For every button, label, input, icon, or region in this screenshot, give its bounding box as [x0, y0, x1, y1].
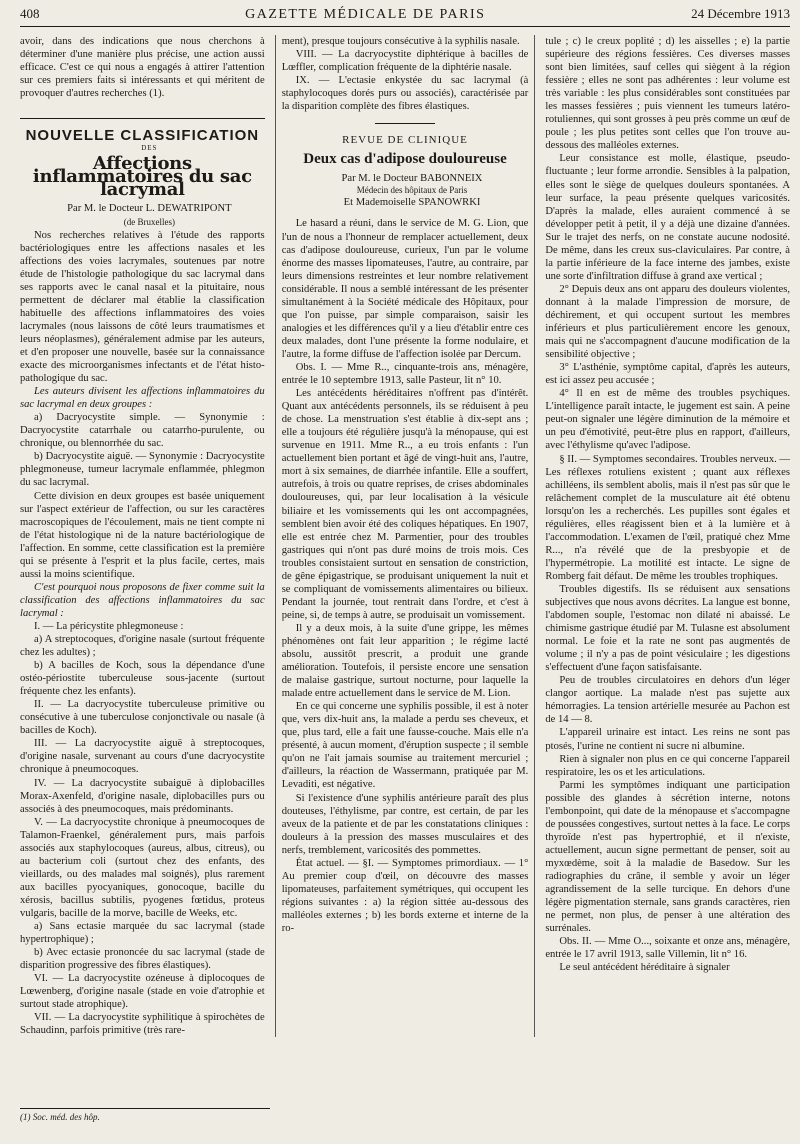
paragraph: VI. — La dacryocystite ozéneuse à diplocoques de Lœwenberg, d'origine nasale (stade en voie d'atrophie et surtout stade atrophique).	[20, 973, 265, 1011]
paragraph: En ce qui concerne une syphilis possible, il est à noter que, vers dix-huit ans, la malade a perdu ses cheveux, et que, plus tard, elle a fait une fausse-couche. Mais elle n'a présenté, à aucun moment, d'éruption suspecte ; il semble qu'on ne l'ait jamais soumise au traitement mercuriel ; d'ailleurs, la réaction de Wassermann, pratiquée par M. Levaditi, est négative.	[281, 701, 529, 791]
page-number: 408	[20, 6, 40, 21]
section-heading: REVUE DE CLINIQUE	[342, 134, 468, 147]
section-des: DES	[141, 144, 158, 153]
footnote: (1) Soc. méd. des hôp.	[20, 1108, 270, 1122]
paragraph: Le hasard a réuni, dans le service de M. G. Lion, que l'un de nous a l'honneur de remplacer actuellement, deux cas d'adipose douloureuse, curieux, l'un par le volume énorme des masses lipomateuses, l'autre, au contraire, par leurs dimensions restreintes et leur nombre relativement considérable. Il nous a semblé intéressant de les présenter simultanément à la Société médicale des Hôpitaux, pour que l'on puisse, par simple comparaison, saisir les analogies et les différences qu'il y a lieu d'établir entre ces deux malades, dont l'une présente la forme nodulaire, et l'autre, la forme diffuse de l'affection isolée par Dercum.	[281, 218, 529, 360]
author-place: (de Bruxelles)	[123, 216, 175, 227]
paragraph: Troubles digestifs. Ils se réduisent aux sensations subjectives que nous avons décrites. La langue est bonne, l'abdomen souple, l'estomac non dilaté ni abaissé. Le chimisme gastrique étudié par M. Tulasne est absolument normal. Le foie et la rate ne sont pas augmentés de volume ; il n'y a pas de point vésiculaire ; les digestions s'effectuent d'une façon satisfaisante.	[545, 583, 791, 674]
issue-date: 24 Décembre 1913	[691, 6, 790, 21]
paragraph: Obs. II. — Mme O..., soixante et onze ans, ménagère, entrée le 17 avril 1913, salle Villemin, lit n° 16.	[545, 936, 791, 961]
paragraph: Leur consistance est molle, élastique, pseudo-fluctuante ; leur forme arrondie. Sensibles à la palpation, elles sont le siège de quelques douleurs spontanées. A leur surface, la peau présente quelques varicosités. D'après la malade, elles auraient commencé à se développer petit à petit, il y a déjà une dizaine d'années. Sur le trajet des nerfs, on ne constate aucune nodosité. De même, dans les creux sus-claviculaires. Par contre, à la partie inférieure de la face interne des jambes, existe une sorte d'infiltration diffuse à grand axe vertical ;	[545, 153, 791, 282]
paragraph: Le seul antécédent héréditaire à signaler	[559, 962, 730, 974]
column-3	[545, 35, 790, 1037]
paragraph: Obs. I. — Mme R.., cinquante-trois ans, ménagère, entrée le 10 septembre 1913, salle Pasteur, lit n° 10.	[281, 361, 529, 387]
paragraph: Peu de troubles circulatoires en dehors d'un léger clangor aortique. La malade n'est pas sujette aux hémorragies. La tension artérielle mesurée au Pachon est de 14 — 8.	[545, 675, 791, 726]
paragraph: a) A streptocoques, d'origine nasale (surtout fréquente chez les adultes) ;	[20, 634, 265, 659]
article-title: Deux cas d'adipose douloureuse	[303, 151, 507, 168]
paragraph: IX. — L'ectasie enkystée du sac lacrymal (à staphylocoques dorés purs ou associés), caractérisée par la disparition complète des fibres élastiques.	[281, 75, 529, 113]
article-author: Par M. le Docteur BABONNEIX	[341, 173, 483, 185]
paragraph: tule ; c) le creux poplité ; d) les aisselles ; e) la partie supérieure des régions fessières. Ces diverses masses sont bien limitées, sauf celles qui siègent à la région fessière ; elles ne sont pas adhérentes : leur volume est très variable : les plus considérables sont constituées par les masses fessières ; puis viennent les tumeurs latéro-rotuliennes, qui sont grosses à peu près comme un œuf de poule ; les plus petites sont celles que l'on trouve au-dessous des malléoles externes.	[545, 36, 791, 152]
paragraph: b) A bacilles de Koch, sous la dépendance d'une ostéo-périostite tuberculeuse sous-jacente (surtout fréquente chez les enfants).	[20, 660, 265, 698]
paragraph: Rien à signaler non plus en ce qui concerne l'appareil respiratoire, les os et les articulations.	[545, 753, 791, 778]
paragraph: b) Avec ectasie prononcée du sac lacrymal (stade de disparition progressive des fibres élastiques).	[20, 947, 265, 972]
author-role: Médecin des hôpitaux de Paris	[356, 185, 468, 196]
paragraph: 2° Depuis deux ans ont apparu des douleurs violentes, donnant à la malade l'impression de morsure, de déchirement, et qui occupent surtout les membres inférieurs et plus particulièrement encore les genoux, mais qui ne s'accompagnent d'aucune modification de la sensibilité objective ;	[545, 283, 791, 361]
column-1	[20, 35, 265, 1037]
article-coauthor: Et Mademoiselle SPANOWRKI	[343, 197, 481, 209]
divider	[375, 123, 435, 124]
column-2	[275, 35, 536, 1037]
paragraph: a) Dacryocystite simple. — Synonymie : Dacryocystite catarrhale ou catarrho-purulente, ou chronique, ou blennorrhée du sac.	[20, 412, 265, 450]
paragraph: L'appareil urinaire est intact. Les reins ne sont pas ptosés, l'urine ne contient ni sucre ni albumine.	[545, 727, 791, 752]
article-title: Affections inflammatoires du sac lacrymal	[32, 153, 252, 201]
paragraph: avoir, dans des indications que nous cherchons à déterminer d'une manière plus précise, une action aussi efficace. C'est ce qui nous a engagés à attirer l'attention sur ces premiers faits si intéressants et qui méritent de provoquer d'autres recherches (1).	[20, 36, 265, 100]
article-author: Par M. le Docteur L. DEWATRIPONT	[67, 203, 232, 215]
paragraph: Parmi les symptômes indiquant une participation possible des glandes à sécrétion interne, notons l'embonpoint, qui date de la ménopause et s'accompagne de poussées congestives, surtout nettes à la face. Le corps thyroïde n'est pas hypertrophié, et il n'existe, actuellement, aucun signe permettant de penser, soit au myxœdème, soit à la maladie de Basedow. Sur les radiographies du crâne, il semble y avoir un léger agrandissement de la selle turcique. En dehors d'une légère pigmentation sternale, sans grands caractères, rien ne permet, non plus, de penser à une altération des surrénales.	[545, 779, 791, 935]
paragraph: 4° Il en est de même des troubles psychiques. L'intelligence paraît intacte, le jugement est sain. A peine peut-on signaler une légère diminution de la mémoire et un peu d'émotivité, peut-être plus en rapport, d'ailleurs, avec l'éthylisme qu'avec l'adipose.	[545, 388, 791, 452]
paragraph: ment), presque toujours consécutive à la syphilis nasale.	[281, 36, 520, 47]
paragraph: Il y a deux mois, à la suite d'une grippe, les mêmes phénomènes ont fait leur apparition ; le régime lacté absolu, aussitôt prescrit, a produit une grande amélioration. Toutefois, il persiste encore une sensation de malaise gastrique, surtout nocturne, pour laquelle la malade entre actuellement dans le service de M. Lion.	[281, 622, 529, 700]
paragraph: État actuel. — §I. — Symptomes primordiaux. — 1° Au premier coup d'œil, on découvre des masses lipomateuses, parfaitement symétriques, qui occupent les régions suivantes : a) la région sittée au-dessous des malléoles externes ; b) les bords externe et interne de la ro-	[281, 857, 529, 934]
paragraph: V. — La dacryocystite chronique à pneumocoques de Talamon-Fraenkel, généralement purs, mais parfois associés aux staphylocoques (aureus, albus, citreus), ou au bacterium coli (surtout chez des enfants, des vieillards, ou des malades mal soignés), plus rarement aux bacilles pyocyaniques, gonocoque, bacille du xérosis, bacillus subtilis, pyogenes fœtidus, proteus vulgaris, bacille de la morve, bacille de Weeks, etc.	[20, 816, 265, 919]
paragraph: a) Sans ectasie marquée du sac lacrymal (stade hypertrophique) ;	[20, 921, 265, 946]
paragraph: II. — La dacryocystite tuberculeuse primitive ou consécutive à une tuberculose conjonctivale ou nasale (à bacilles de Koch).	[20, 699, 265, 737]
paragraph: VII. — La dacryocystite syphilitique à spirochètes de Schaudinn, parfois primitive (très rare-	[20, 1012, 265, 1037]
paragraph: Cette division en deux groupes est basée uniquement sur l'aspect extérieur de l'affection, ou sur les caractères macroscopiques de l'écoulement, mais ne tient compte ni de l'état histologique ni de la nature bactériologique de l'affection. En somme, cette classification est la première qui se présente à l'esprit et la plus facile, certes, mais aussi la moins scientifique.	[20, 490, 265, 580]
paragraph: VIII. — La dacryocystite diphtérique à bacilles de Lœffler, complication fréquente de la diphtérie nasale.	[281, 49, 529, 74]
paragraph: I. — La péricystite phlegmoneuse :	[34, 620, 184, 632]
paragraph: b) Dacryocystite aiguë. — Synonymie : Dacryocystite phlegmoneuse, tumeur lacrymale enflammée, phlegmon du sac lacrymal.	[20, 451, 265, 489]
paragraph: IV. — La dacryocystite subaiguë à diplobacilles Morax-Axenfeld, d'origine nasale, diplobacilles purs ou associés à des pneumocoques, mais prédominants.	[20, 777, 265, 815]
paragraph: Nos recherches relatives à l'étude des rapports bactériologiques entre les affections nasales et les affections des voies lacrymales, soutenues par notre étude de l'histologie pathologique du sac lacrymal dans ses rapports avec le canal nasal et la pituitaire, nous permettent de déclarer mal établie la classification habituelle des affections inflammatoires des voies lacrymales (nous laissons de côté leurs traumatismes et leurs néoplasmes), généralement admise par les auteurs, et d'en proposer une nouvelle, basée sur la connaissance exacte des microorganismes infectants et de l'état histo-pathologique du sac.	[20, 229, 265, 385]
paragraph: Si l'existence d'une syphilis antérieure paraît des plus douteuses, l'éthylisme, par contre, est certain, de par les aveux de la patiente et de par les constatations cliniques : douleurs à la pression des masses musculaires et des nerfs, tremblement, varicosités des pommettes.	[281, 792, 529, 856]
paragraph: 3° L'asthénie, symptôme capital, d'après les auteurs, est ici assez peu accusée ;	[545, 362, 791, 387]
columns	[20, 35, 790, 1037]
paragraph: Les antécédents héréditaires n'offrent pas d'intérêt. Quant aux antécédents personnels, ils se réduisent à peu de chose. La menstruation s'est établie à dix-sept ans ; elle a toujours été régulière jusqu'à la ménopause, qui est survenue en 1911. Mme R.., a eu trois enfants : l'un actuellement bien portant et âgé de vingt-huit ans, l'autre, mort à six semaines, de diarrhée infantile. Elle a souffert, autrefois, à trois ou quatre reprises, de crises abdominales douloureuses, qui, par leur localisation à la vésicule biliaire et les vomissements qui les ont accompagnées, semblent bien avoir été des coliques hépatiques. En 1907, elle est entrée chez M. Parmentier, pour des troubles gastriques qui n'ont pas duré moins de trois mois. Ces troubles consistaient surtout en sensation de constriction, de gêne épigastrique, se produisant uniquement la nuit et se compliquant de vomissements alimentaires ou bilieux. Pendant la journée, tout rentrait dans l'ordre, et c'est à peine, si, de temps à autre, se produisait un vomissement.	[281, 388, 529, 621]
page-header	[20, 6, 790, 27]
paragraph: § II. — Symptomes secondaires. Troubles nerveux. — Les réflexes rotuliens existent ; quant aux réflexes achilléens, ils semblent abolis, mais il n'est pas sûr que le relâchement complet de la musculature ait été obtenu lorsqu'on les a recherchés. Les pupilles sont égales et régulières, elles réagissent bien et à la lumière et à l'accommodation. L'examen de l'œil, pratiqué chez Mme R..., n'a révélé que de la presbyopie et de l'hypermétropie. La motilité est intacte. Le signe de Romberg fait défaut. De même les troubles trophiques.	[545, 453, 791, 582]
section-title: NOUVELLE CLASSIFICATION	[20, 118, 265, 142]
paragraph: III. — La dacryocystite aiguë à streptocoques, d'origine nasale, survenant au cours d'une dacryocystite chronique à pneumocoques.	[20, 738, 265, 776]
paragraph: C'est pourquoi nous proposons de fixer comme suit la classification des affections inflammatoires du sac lacrymal :	[20, 581, 265, 619]
journal-title: GAZETTE MÉDICALE DE PARIS	[245, 7, 486, 22]
paragraph: Les auteurs divisent les affections inflammatoires du sac lacrymal en deux groupes :	[20, 386, 265, 411]
